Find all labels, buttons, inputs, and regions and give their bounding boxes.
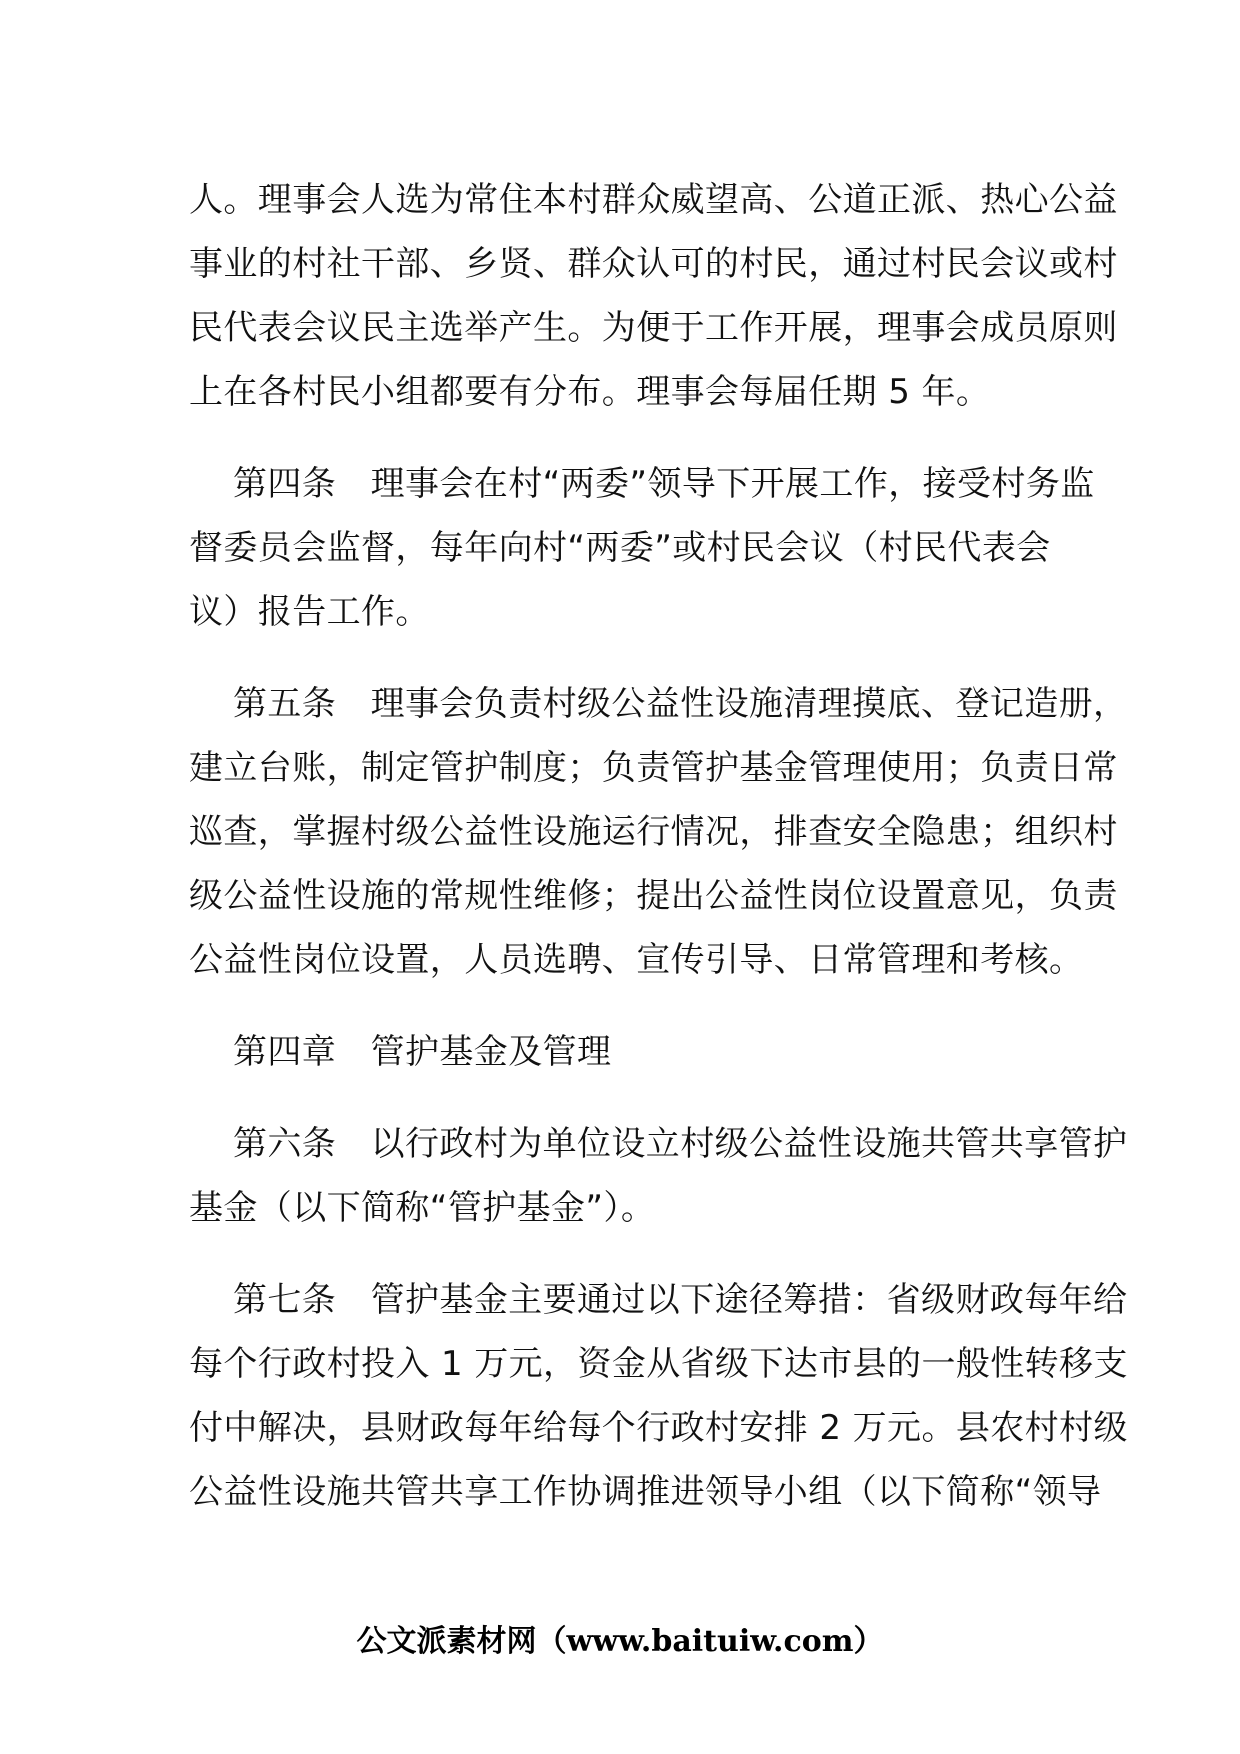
text-line: 第五条 理事会负责村级公益性设施清理摸底、登记造册， [233, 684, 1128, 724]
text-line: 基金（以下简称“管护基金”）。 [189, 1188, 656, 1228]
text-line: 每个行政村投入 1 万元，资金从省级下达市县的一般性转移支 [189, 1344, 1128, 1384]
text-line: 付中解决，县财政每年给每个行政村安排 2 万元。县农村村级 [189, 1408, 1128, 1448]
text-line: 公益性设施共管共享工作协调推进领导小组（以下简称“领导 [189, 1472, 1102, 1512]
article-7 [189, 1268, 1128, 1524]
footer-watermark: 公文派素材网（www.baituiw.com） [356, 1624, 884, 1659]
chapter-heading: 第四章 管护基金及管理 [233, 1032, 612, 1072]
text-line: 第六条 以行政村为单位设立村级公益性设施共管共享管护 [233, 1124, 1128, 1164]
article-5 [189, 672, 1128, 992]
document-body [189, 168, 1128, 1552]
text-line: 事业的村社干部、乡贤、群众认可的村民，通过村民会议或村 [189, 244, 1118, 284]
text-line: 建立台账，制定管护制度；负责管护基金管理使用；负责日常 [189, 748, 1118, 788]
text-line: 巡查，掌握村级公益性设施运行情况，排查安全隐患；组织村 [189, 812, 1118, 852]
article-6 [189, 1112, 1128, 1240]
text-line: 第七条 管护基金主要通过以下途径筹措：省级财政每年给 [233, 1280, 1128, 1320]
text-line: 第四条 理事会在村“两委”领导下开展工作，接受村务监 [233, 464, 1095, 504]
text-line: 级公益性设施的常规性维修；提出公益性岗位设置意见，负责 [189, 876, 1118, 916]
text-line: 民代表会议民主选举产生。为便于工作开展，理事会成员原则 [189, 308, 1118, 348]
text-line: 人。理事会人选为常住本村群众威望高、公道正派、热心公益 [189, 180, 1118, 220]
text-line: 上在各村民小组都要有分布。理事会每届任期 5 年。 [189, 372, 991, 412]
text-line: 议）报告工作。 [189, 592, 430, 632]
text-line: 公益性岗位设置，人员选聘、宣传引导、日常管理和考核。 [189, 940, 1084, 980]
text-line: 督委员会监督，每年向村“两委”或村民会议（村民代表会 [189, 528, 1051, 568]
paragraph-continuation [189, 168, 1118, 424]
chapter-4-heading [189, 1020, 1057, 1084]
article-4 [189, 452, 1095, 644]
